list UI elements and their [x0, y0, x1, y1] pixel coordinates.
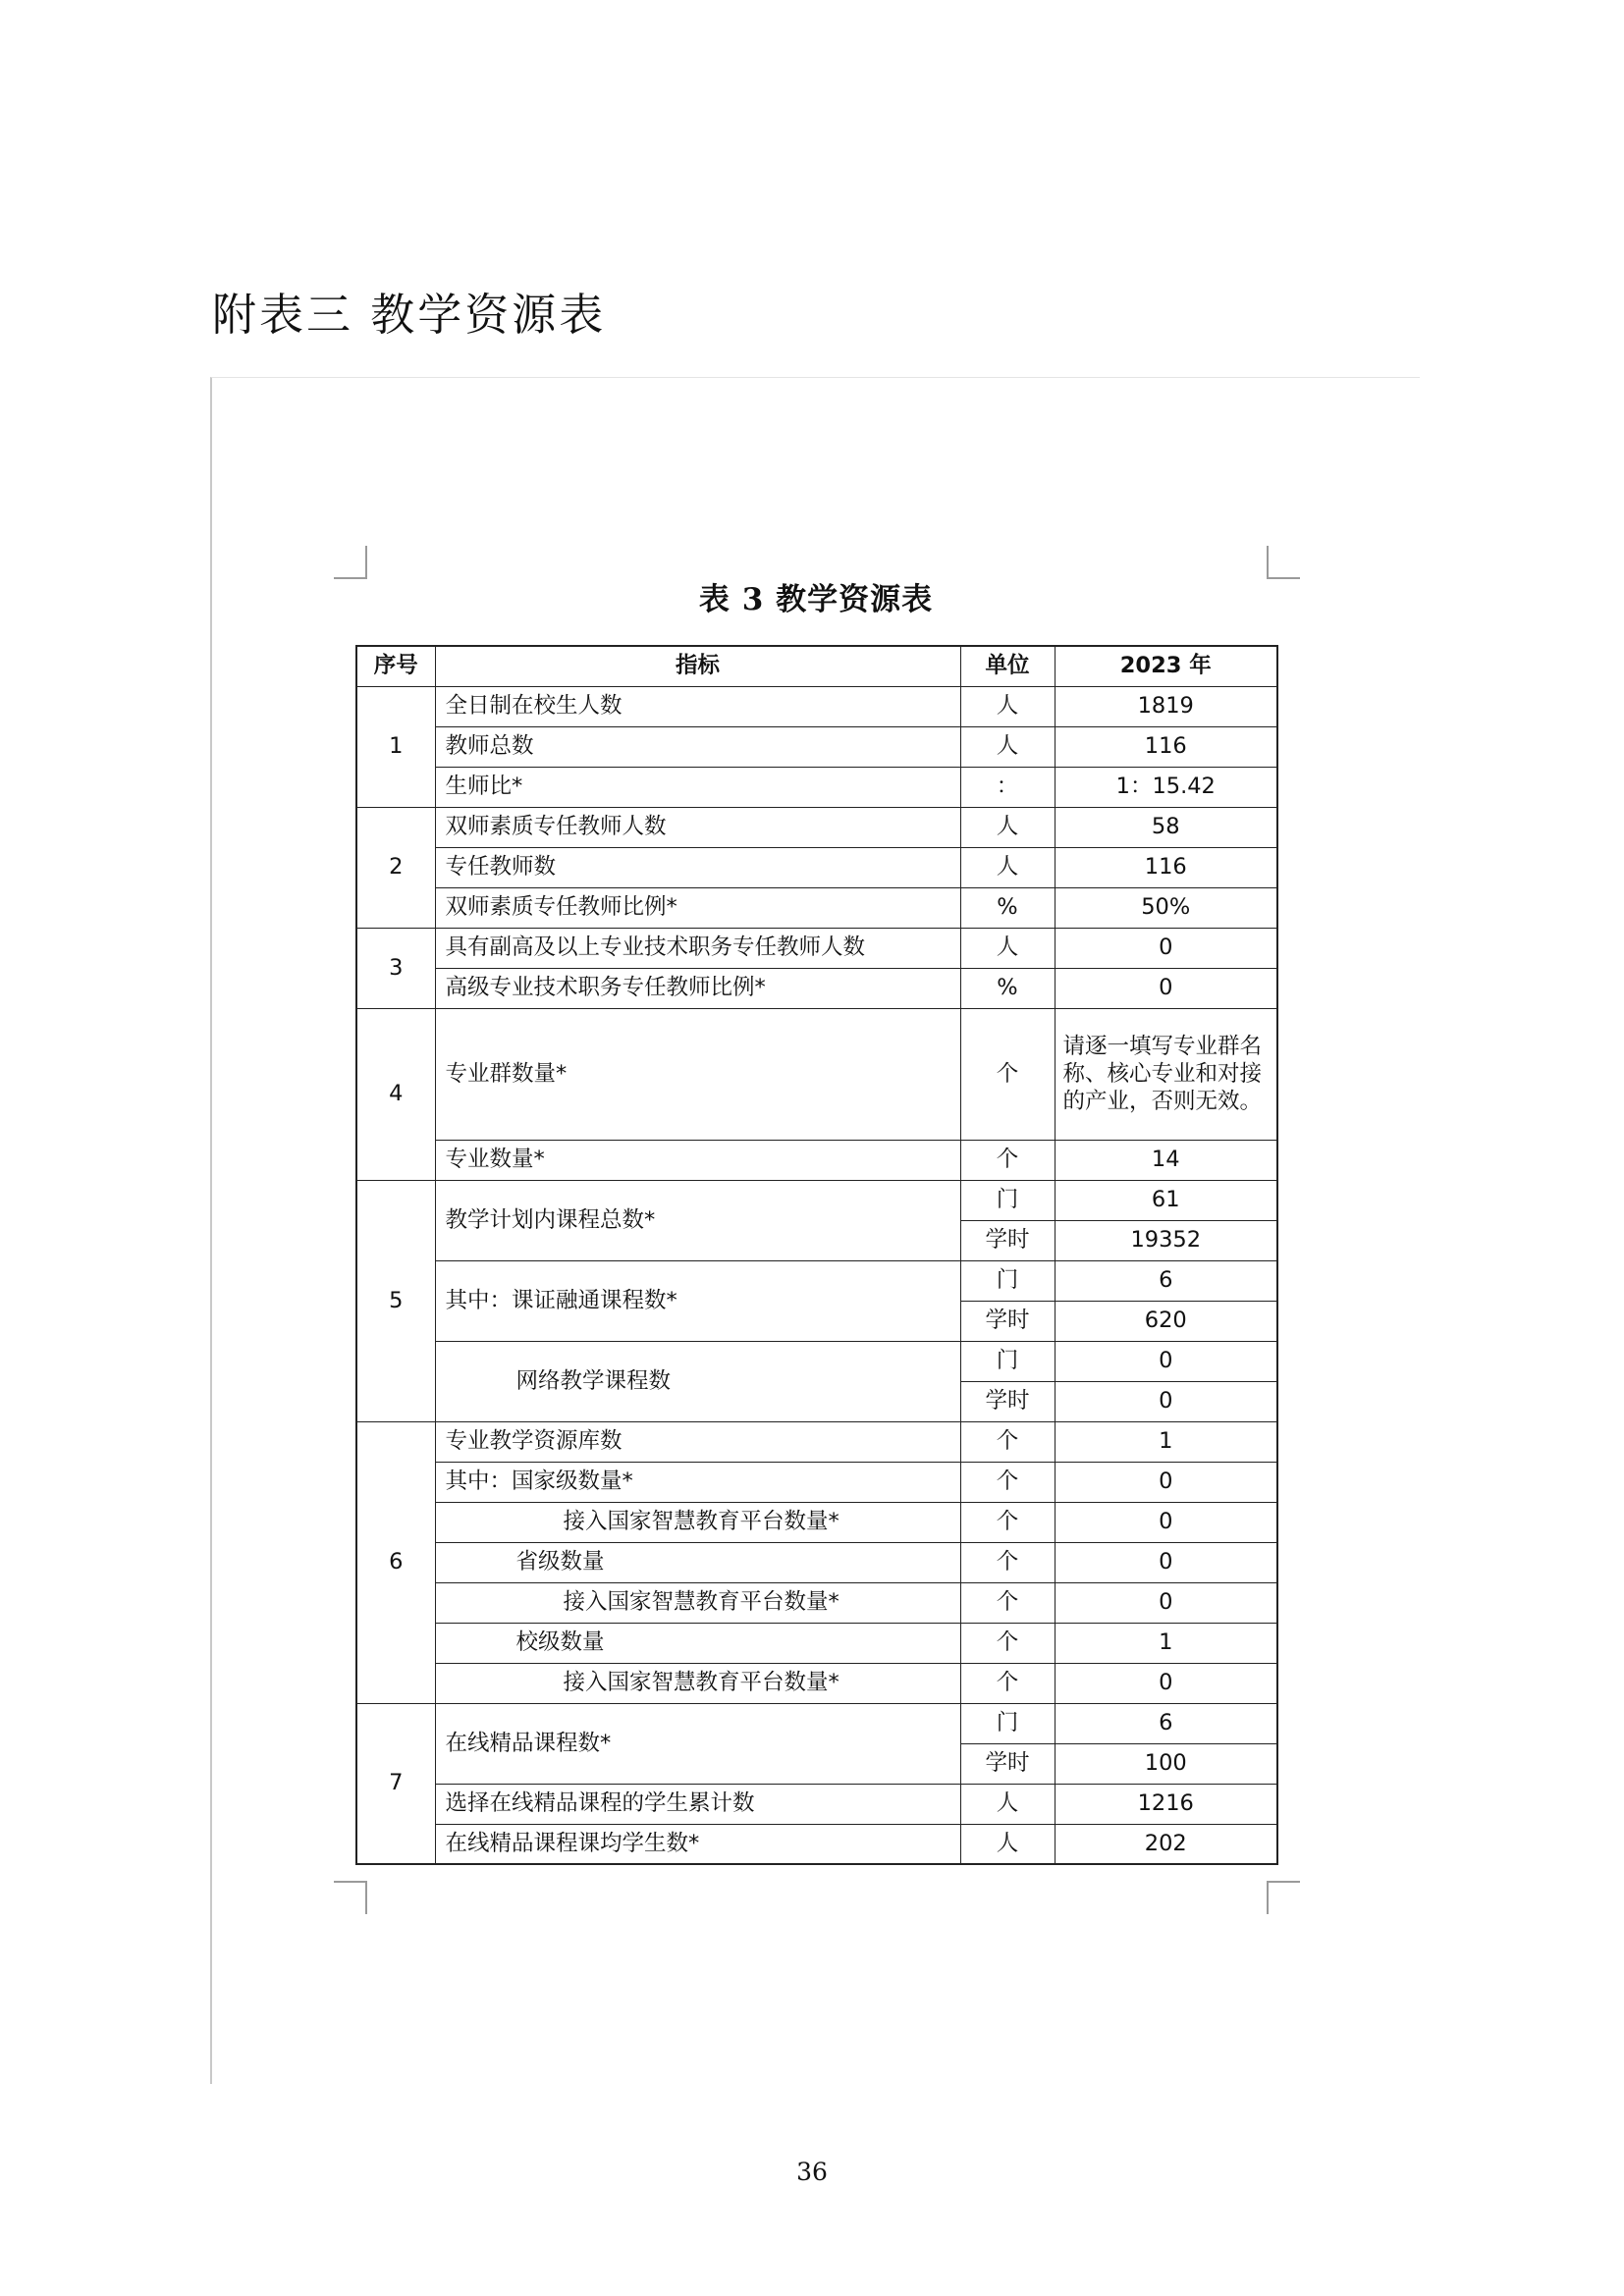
value-cell: 1：15.42 [1055, 767, 1277, 807]
seq-cell: 7 [356, 1703, 435, 1864]
seq-cell: 5 [356, 1180, 435, 1421]
table-caption: 表 3 教学资源表 [698, 582, 934, 617]
indicator-cell: 专任教师数 [435, 847, 960, 887]
indicator-cell: 校级数量 [435, 1623, 960, 1663]
indicator-cell: 网络教学课程数 [435, 1341, 960, 1421]
indicator-cell: 其中：国家级数量* [435, 1462, 960, 1502]
indicator-cell: 接入国家智慧教育平台数量* [435, 1663, 960, 1703]
table-row [356, 968, 1277, 1008]
unit-cell: 门 [960, 1260, 1055, 1301]
unit-cell: 学时 [960, 1220, 1055, 1260]
table-row [356, 1663, 1277, 1703]
unit-cell: % [960, 887, 1055, 928]
indicator-cell: 接入国家智慧教育平台数量* [435, 1502, 960, 1542]
value-cell: 100 [1055, 1743, 1277, 1784]
seq-cell: 4 [356, 1008, 435, 1180]
value-cell: 61 [1055, 1180, 1277, 1220]
table-row [356, 1623, 1277, 1663]
header-year: 2023 年 [1055, 646, 1277, 686]
value-cell: 6 [1055, 1703, 1277, 1743]
unit-cell: 个 [960, 1623, 1055, 1663]
indicator-cell: 省级数量 [435, 1542, 960, 1582]
indicator-cell: 全日制在校生人数 [435, 686, 960, 726]
unit-cell: 个 [960, 1008, 1055, 1140]
header-unit: 单位 [960, 646, 1055, 686]
unit-cell: 人 [960, 686, 1055, 726]
value-cell: 0 [1055, 1542, 1277, 1582]
table-row [356, 1824, 1277, 1864]
table-row [356, 1462, 1277, 1502]
unit-cell: 学时 [960, 1743, 1055, 1784]
unit-cell: 门 [960, 1341, 1055, 1381]
value-cell: 0 [1055, 1381, 1277, 1421]
value-cell: 0 [1055, 1502, 1277, 1542]
seq-cell: 6 [356, 1421, 435, 1703]
crop-mark-bottom-left [334, 1881, 367, 1914]
indicator-cell: 选择在线精品课程的学生累计数 [435, 1784, 960, 1824]
value-cell: 19352 [1055, 1220, 1277, 1260]
table-row [356, 928, 1277, 968]
unit-cell: 人 [960, 928, 1055, 968]
table-row [356, 1502, 1277, 1542]
unit-cell: 个 [960, 1502, 1055, 1542]
table-row [356, 1421, 1277, 1462]
value-cell: 0 [1055, 1462, 1277, 1502]
unit-cell: 个 [960, 1542, 1055, 1582]
unit-cell: % [960, 968, 1055, 1008]
value-cell: 1 [1055, 1623, 1277, 1663]
unit-cell: 学时 [960, 1301, 1055, 1341]
value-cell: 50% [1055, 887, 1277, 928]
unit-cell: 门 [960, 1703, 1055, 1743]
unit-cell: 个 [960, 1582, 1055, 1623]
crop-mark-bottom-right [1267, 1881, 1300, 1914]
value-note-cell: 请逐一填写专业群名称、核心专业和对接的产业，否则无效。 [1055, 1008, 1277, 1140]
table-row [356, 686, 1277, 726]
page-number: 36 [796, 2158, 828, 2186]
indicator-cell: 生师比* [435, 767, 960, 807]
seq-cell: 1 [356, 686, 435, 807]
value-cell: 0 [1055, 1341, 1277, 1381]
unit-cell: 人 [960, 807, 1055, 847]
seq-cell: 3 [356, 928, 435, 1008]
value-cell: 116 [1055, 847, 1277, 887]
unit-cell: 门 [960, 1180, 1055, 1220]
unit-cell: 个 [960, 1663, 1055, 1703]
indicator-cell: 教学计划内课程总数* [435, 1180, 960, 1260]
value-cell: 1216 [1055, 1784, 1277, 1824]
unit-cell: 学时 [960, 1381, 1055, 1421]
page-heading: 附表三 教学资源表 [212, 289, 607, 341]
indicator-cell: 教师总数 [435, 726, 960, 767]
value-cell: 0 [1055, 1663, 1277, 1703]
unit-cell: ： [960, 767, 1055, 807]
indicator-cell: 接入国家智慧教育平台数量* [435, 1582, 960, 1623]
unit-cell: 个 [960, 1462, 1055, 1502]
indicator-cell: 双师素质专任教师人数 [435, 807, 960, 847]
indicator-cell: 具有副高及以上专业技术职务专任教师人数 [435, 928, 960, 968]
teaching-resource-table [355, 645, 1278, 1865]
value-cell: 0 [1055, 928, 1277, 968]
value-cell: 620 [1055, 1301, 1277, 1341]
table-row [356, 726, 1277, 767]
value-cell: 116 [1055, 726, 1277, 767]
unit-cell: 个 [960, 1140, 1055, 1180]
indicator-cell: 双师素质专任教师比例* [435, 887, 960, 928]
value-cell: 58 [1055, 807, 1277, 847]
table-row [356, 1180, 1277, 1220]
value-cell: 0 [1055, 968, 1277, 1008]
crop-mark-top-right [1267, 546, 1300, 579]
indicator-cell: 高级专业技术职务专任教师比例* [435, 968, 960, 1008]
table-row [356, 1140, 1277, 1180]
table-row [356, 1341, 1277, 1381]
table-row [356, 807, 1277, 847]
value-cell: 6 [1055, 1260, 1277, 1301]
header-indicator: 指标 [435, 646, 960, 686]
value-cell: 1 [1055, 1421, 1277, 1462]
table-row [356, 887, 1277, 928]
table-row [356, 1703, 1277, 1743]
table-row [356, 1784, 1277, 1824]
indicator-cell: 专业教学资源库数 [435, 1421, 960, 1462]
indicator-cell: 在线精品课程课均学生数* [435, 1824, 960, 1864]
table-row [356, 847, 1277, 887]
crop-mark-top-left [334, 546, 367, 579]
value-cell: 202 [1055, 1824, 1277, 1864]
seq-cell: 2 [356, 807, 435, 928]
unit-cell: 个 [960, 1421, 1055, 1462]
unit-cell: 人 [960, 1784, 1055, 1824]
unit-cell: 人 [960, 1824, 1055, 1864]
indicator-cell: 在线精品课程数* [435, 1703, 960, 1784]
table-row [356, 1260, 1277, 1301]
indicator-cell: 专业数量* [435, 1140, 960, 1180]
value-cell: 14 [1055, 1140, 1277, 1180]
indicator-cell: 其中：课证融通课程数* [435, 1260, 960, 1341]
header-seq: 序号 [356, 646, 435, 686]
unit-cell: 人 [960, 847, 1055, 887]
value-cell: 1819 [1055, 686, 1277, 726]
table-row [356, 1582, 1277, 1623]
unit-cell: 人 [960, 726, 1055, 767]
value-cell: 0 [1055, 1582, 1277, 1623]
table-row [356, 1542, 1277, 1582]
table-row [356, 767, 1277, 807]
table-row [356, 1008, 1277, 1140]
table-header-row [356, 646, 1277, 686]
indicator-cell: 专业群数量* [435, 1008, 960, 1140]
